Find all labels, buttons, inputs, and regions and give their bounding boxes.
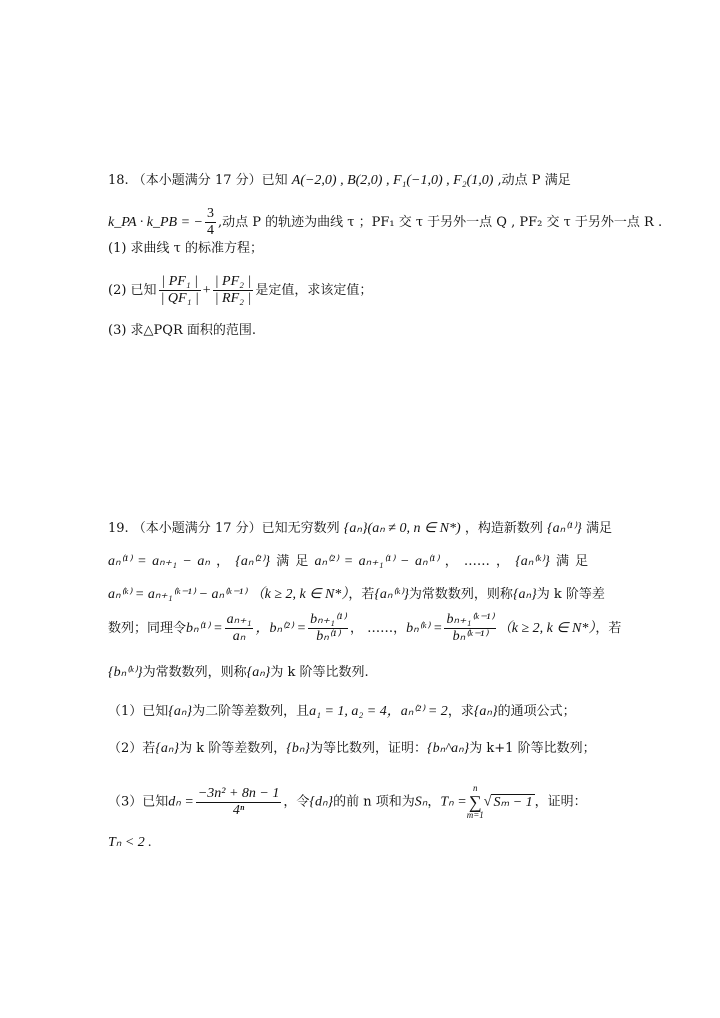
q19-part-3-end: Tₙ < 2 . (108, 835, 152, 850)
q19-part-1: （1）已知{aₙ}为二阶等差数列，且a₁ = 1, a₂ = 4，aₙ⁽²⁾ = 2，求{aₙ}的通项公式； (108, 704, 576, 719)
q18-curve-desc: ,动点 P 的轨迹为曲线 τ ；PF₁ 交 τ 于另外一点 Q , PF₂ 交 τ 于另外一点 R . (217, 215, 663, 230)
q18-ratio-2: $\frac{\text{| PF₂ |}}{\text{| RF₂ |}}$ (214, 274, 252, 306)
q19-heading: 19. （本小题满分 17 分）已知无穷数列 (108, 521, 340, 536)
q19-dn-fraction: $\frac{\text{−3n² + 8n − 1}}{\text{4ⁿ}}$ (197, 785, 280, 818)
q18-part-2: (2) 已知 $\frac{\text{| PF₁ |}}{\text{| QF₁ |}}$ + $\frac{\text{| PF₂ |}}{\text{| RF₂ |}}$ 是定值，求该定值； (108, 274, 373, 306)
q19-line-5: {bₙ⁽ᵏ⁾}为常数数列，则称{aₙ}为 k 阶等比数列. (108, 665, 369, 680)
q19-line-3: aₙ⁽ᵏ⁾ = aₙ₊₁⁽ᵏ⁻¹⁾ − aₙ⁽ᵏ⁻¹⁾ （k ≥ 2, k ∈ N*），若{aₙ⁽ᵏ⁾}为常数数列，则称{aₙ}为 k 阶等差 (108, 587, 605, 602)
summation: n ∑ m=1 (466, 783, 484, 820)
q18-heading: 18. （本小题满分 17 分）已知 (108, 173, 288, 188)
q18-slope-product: k_PA · k_PB = − (108, 215, 203, 230)
q18-fraction: $\frac{3}{4}$ (206, 206, 214, 238)
q18-line-2 (108, 206, 662, 239)
q18-points: A(−2,0) , B(2,0) , F₁(−1,0) , F₂(1,0) (291, 173, 494, 188)
q18-part-3: (3) 求△PQR 面积的范围. (108, 323, 257, 338)
q19-part-3: （3）已知dₙ = $\frac{\text{−3n² + 8n − 1}}{\text{4ⁿ}}$ ，令{dₙ}的前 n 项和为Sₙ，Tₙ =n ∑ m=1√ Sₘ − 1 ，证明： (108, 783, 587, 820)
q19-line-1: 19. （本小题满分 17 分）已知无穷数列 {aₙ}(aₙ ≠ 0, n ∈ N*) ，构造新数列 {aₙ⁽¹⁾} 满足 (108, 521, 612, 536)
q18-line-1 (108, 172, 571, 190)
q19-line-2: aₙ⁽¹⁾ = aₙ₊₁ − aₙ ， {aₙ⁽²⁾} 满 足 aₙ⁽²⁾ = aₙ₊₁⁽¹⁾ − aₙ⁽¹⁾ ， …… ， {aₙ⁽ᵏ⁾} 满 足 (108, 554, 589, 569)
q18-condition: ,动点 P 满足 (497, 173, 571, 188)
q18-ratio-1: $\frac{\text{| PF₁ |}}{\text{| QF₁ |}}$ (160, 274, 199, 306)
q18-part-1: (1) 求曲线 τ 的标准方程； (108, 241, 264, 256)
q19-line-4: 数列；同理令bₙ⁽¹⁾ = $\frac{\text{aₙ₊₁}}{\text{aₙ}}$ ，bₙ⁽²⁾ = $\frac{\text{bₙ₊₁⁽¹⁾}}{\text{bₙ⁽¹⁾}}$ ， ……，bₙ⁽ᵏ⁾ = $\frac{\text{bₙ₊₁⁽ᵏ⁻¹⁾}}{\text{bₙ⁽ᵏ⁻¹⁾}}$ （k ≥ 2, k ∈ N*），若 (108, 612, 622, 644)
q19-part-2: （2）若{aₙ}为 k 阶等差数列，{bₙ}为等比数列，证明：{bₙ^aₙ}为 k+1 阶等比数列； (108, 741, 596, 756)
